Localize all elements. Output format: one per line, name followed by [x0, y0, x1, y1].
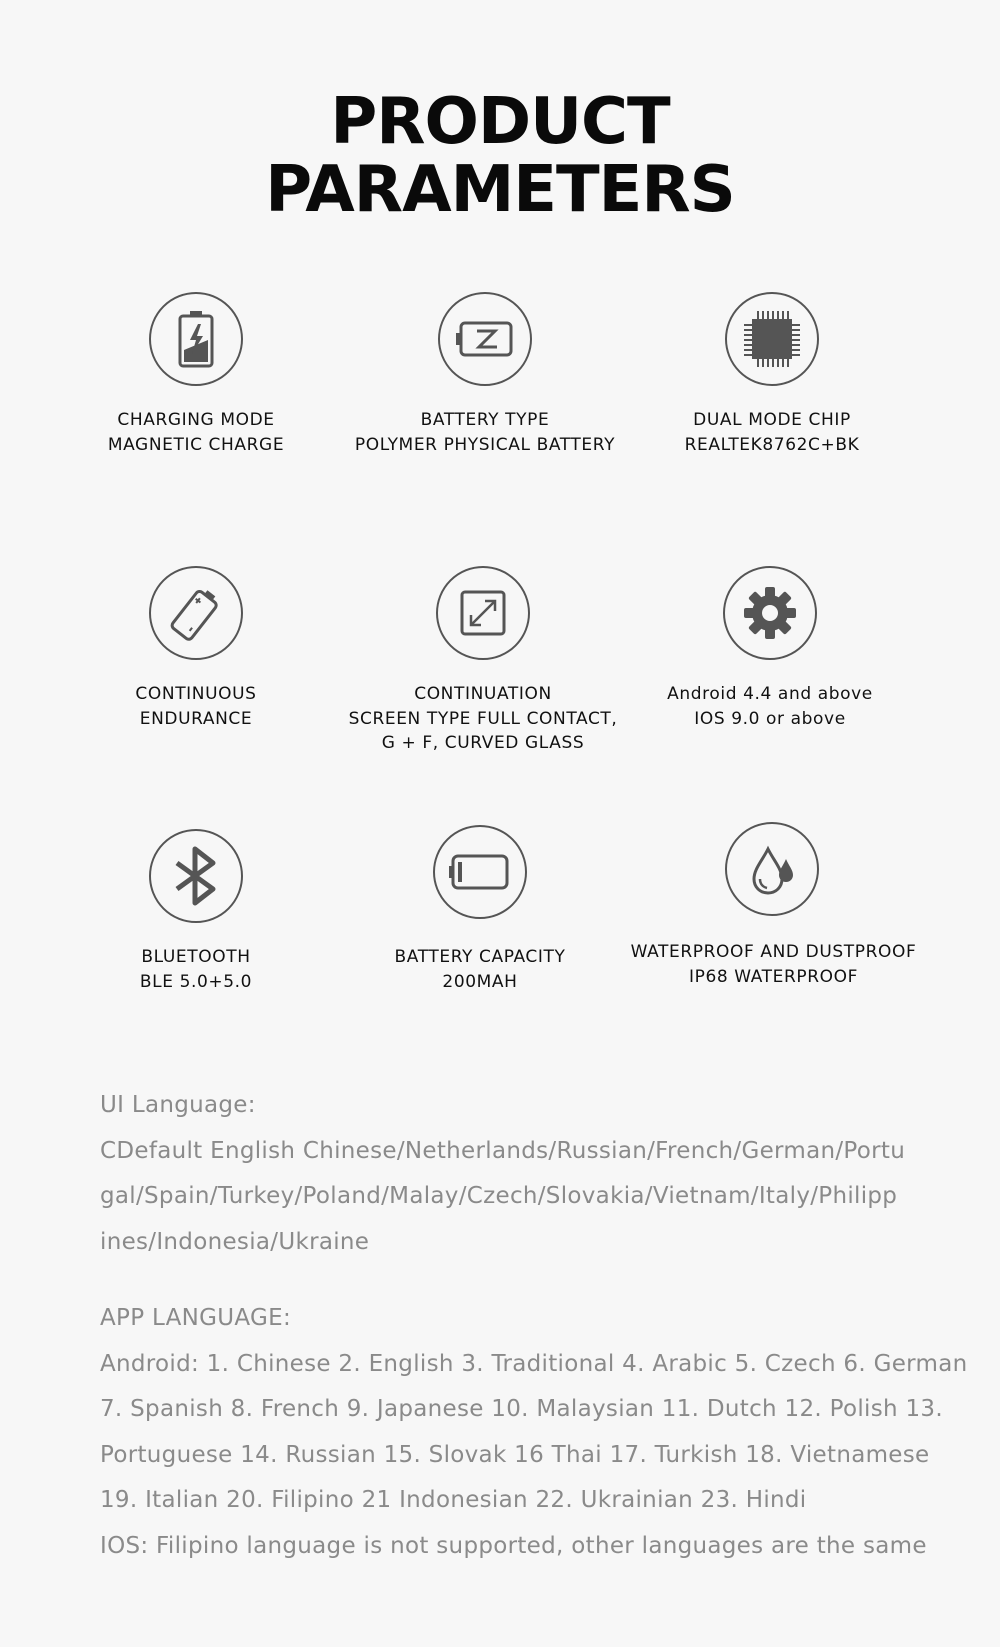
bluetooth-icon [149, 829, 243, 923]
param-label: Android 4.4 and above [667, 684, 873, 704]
battery-charging-icon [149, 292, 243, 386]
app-language-heading: APP LANGUAGE: [100, 1305, 292, 1331]
app-language-text: Android: 1. Chinese 2. English 3. Traditional 4. Arabic 5. Czech 6. German [100, 1350, 968, 1377]
ui-language-text: gal/Spain/Turkey/Poland/Malay/Czech/Slovakia/Vietnam/Italy/Philipp [100, 1183, 898, 1209]
param-label: BATTERY TYPE [420, 410, 550, 430]
param-continuous-endurance [46, 566, 346, 731]
param-waterproof [626, 822, 926, 989]
param-value: BLE 5.0+5.0 [139, 971, 253, 992]
battery-capacity-icon [433, 825, 527, 919]
endurance-battery-icon [149, 566, 243, 660]
param-battery-capacity [330, 825, 630, 994]
param-label: BLUETOOTH [141, 947, 251, 967]
param-label: CHARGING MODE [117, 410, 275, 430]
ui-language-text: CDefault English Chinese/Netherlands/Russian/French/German/Portu [100, 1137, 906, 1164]
app-language-text: Portuguese 14. Russian 15. Slovak 16 Thai 17. Turkish 18. Vietnamese [100, 1441, 930, 1468]
param-value: MAGNETIC CHARGE [107, 434, 285, 455]
param-label: CONTINUATION [414, 684, 552, 704]
page-title [0, 85, 1000, 227]
param-label: BATTERY CAPACITY [394, 947, 566, 967]
param-bluetooth [46, 829, 346, 994]
param-label: DUAL MODE CHIP [693, 410, 851, 430]
param-dual-mode-chip [622, 292, 922, 457]
param-value: SCREEN TYPE FULL CONTACT, [348, 708, 618, 729]
param-screen-type [333, 566, 633, 756]
title-line-2: PARAMETERS [265, 153, 735, 227]
param-charging-mode [46, 292, 346, 457]
ios-language-note: IOS: Filipino language is not supported, other languages are the same [100, 1532, 927, 1559]
app-language-text: 7. Spanish 8. French 9. Japanese 10. Malaysian 11. Dutch 12. Polish 13. [100, 1396, 943, 1422]
param-value: ENDURANCE [139, 708, 253, 729]
ui-language-text: ines/Indonesia/Ukraine [100, 1228, 370, 1255]
param-battery-type [335, 292, 635, 457]
param-value: POLYMER PHYSICAL BATTERY [354, 434, 616, 455]
ui-language-section [100, 1083, 960, 1265]
gear-icon [723, 566, 817, 660]
param-value: REALTEK8762C+BK [684, 434, 860, 455]
param-os-support [620, 566, 920, 731]
param-value-2: G + F, CURVED GLASS [381, 733, 585, 753]
param-value: IP68 WATERPROOF [688, 966, 859, 987]
title-line-1: PRODUCT [330, 85, 670, 159]
param-label: CONTINUOUS [135, 684, 257, 704]
app-language-section [100, 1296, 968, 1569]
app-language-text: 19. Italian 20. Filipino 21 Indonesian 22. Ukrainian 23. Hindi [100, 1487, 807, 1513]
param-label: WATERPROOF AND DUSTPROOF [630, 942, 917, 962]
expand-screen-icon [436, 566, 530, 660]
param-value: IOS 9.0 or above [694, 708, 846, 729]
ui-language-heading: UI Language: [100, 1092, 256, 1118]
param-value: 200MAH [442, 971, 518, 992]
battery-type-icon [438, 292, 532, 386]
water-drop-icon [725, 822, 819, 916]
chip-icon [725, 292, 819, 386]
